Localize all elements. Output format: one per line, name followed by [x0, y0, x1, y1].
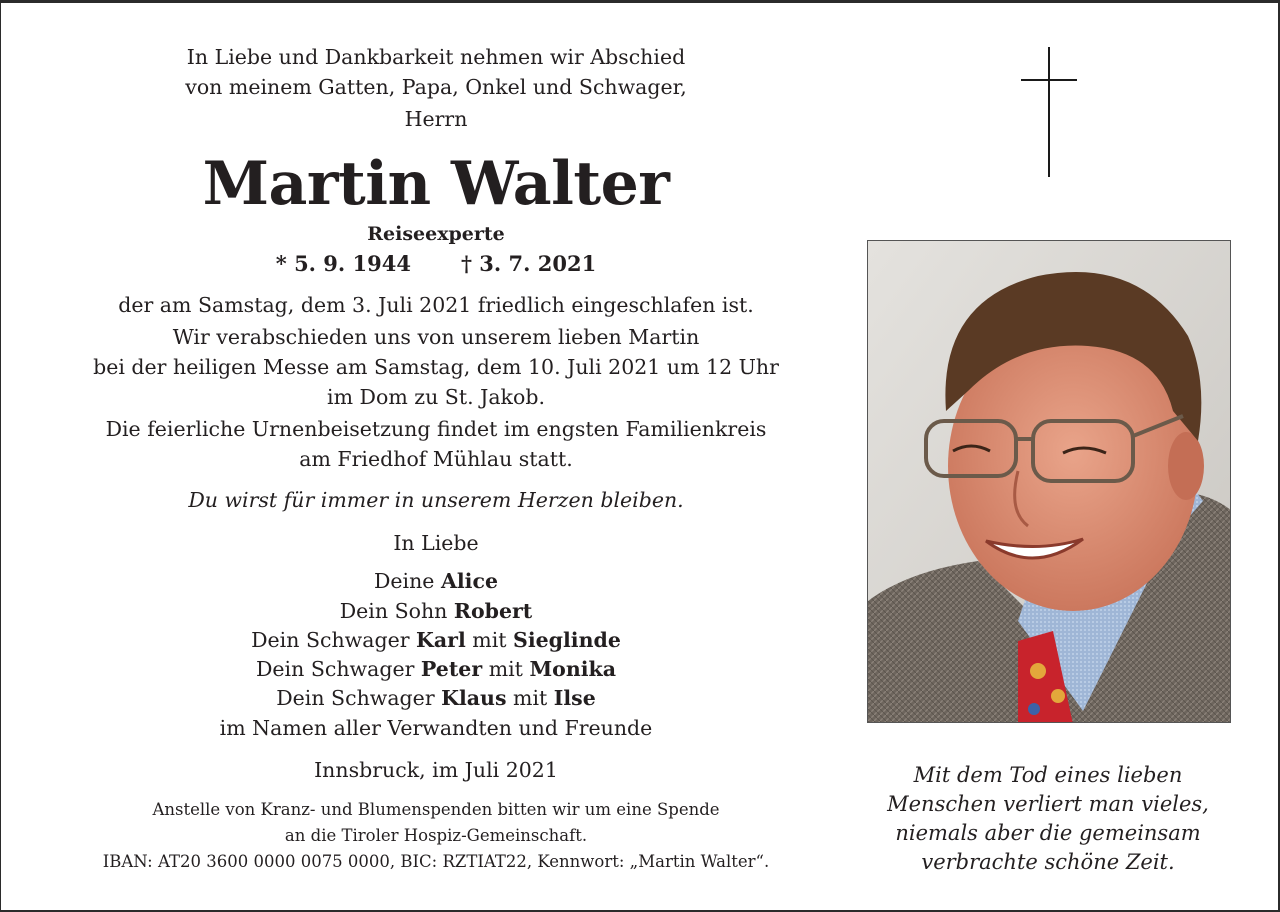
quote-line-3: niemals aber die gemeinsam [895, 821, 1201, 845]
family-line: Deine Alice [373, 569, 498, 593]
intro-line-3: Herrn [404, 107, 468, 131]
donation-line-3: IBAN: AT20 3600 0000 0075 0000, BIC: RZTIAT22, Kennwort: „Martin Walter“. [102, 852, 770, 871]
occupation: Reiseexperte [367, 223, 505, 245]
cross-icon [1015, 47, 1077, 177]
intro-line-2: von meinem Gatten, Papa, Onkel und Schwager, [185, 75, 687, 99]
body-line-4: im Dom zu St. Jakob. [327, 385, 545, 409]
death-date: † 3. 7. 2021 [461, 251, 597, 276]
portrait-illustration [868, 241, 1231, 723]
body-line-2: Wir verabschieden uns von unserem lieben Martin [172, 325, 700, 349]
body-line-1: der am Samstag, dem 3. Juli 2021 friedlich eingeschlafen ist. [118, 293, 754, 317]
donation-line-1: Anstelle von Kranz- und Blumenspenden bitten wir um eine Spende [152, 800, 720, 819]
life-dates [41, 251, 831, 276]
quote-line-4: verbrachte schöne Zeit. [921, 850, 1175, 874]
body-line-6: am Friedhof Mühlau statt. [299, 447, 573, 471]
family-line: Dein Schwager Karl mit Sieglinde [251, 628, 621, 652]
donation-line-2: an die Tiroler Hospiz-Gemeinschaft. [284, 826, 588, 845]
quote-line-1: Mit dem Tod eines lieben [913, 763, 1183, 787]
motto: Du wirst für immer in unserem Herzen bleiben. [188, 488, 684, 512]
portrait-photo [867, 240, 1231, 723]
family-line: Dein Schwager Peter mit Monika [255, 657, 616, 681]
family-line: Dein Sohn Robert [339, 599, 533, 623]
body-line-3: bei der heiligen Messe am Samstag, dem 10. Juli 2021 um 12 Uhr [93, 355, 779, 379]
place-date: Innsbruck, im Juli 2021 [314, 758, 558, 782]
relatives-line: im Namen aller Verwandten und Freunde [219, 716, 653, 740]
birth-date: * 5. 9. 1944 [275, 251, 411, 276]
closing: In Liebe [393, 531, 479, 555]
quote-line-2: Menschen verliert man vieles, [887, 792, 1209, 816]
deceased-name: Martin Walter [202, 149, 670, 219]
intro-line-1: In Liebe und Dankbarkeit nehmen wir Abschied [186, 45, 686, 69]
body-line-5: Die feierliche Urnenbeisetzung findet im engsten Familienkreis [105, 417, 767, 441]
family-line: Dein Schwager Klaus mit Ilse [276, 686, 596, 710]
